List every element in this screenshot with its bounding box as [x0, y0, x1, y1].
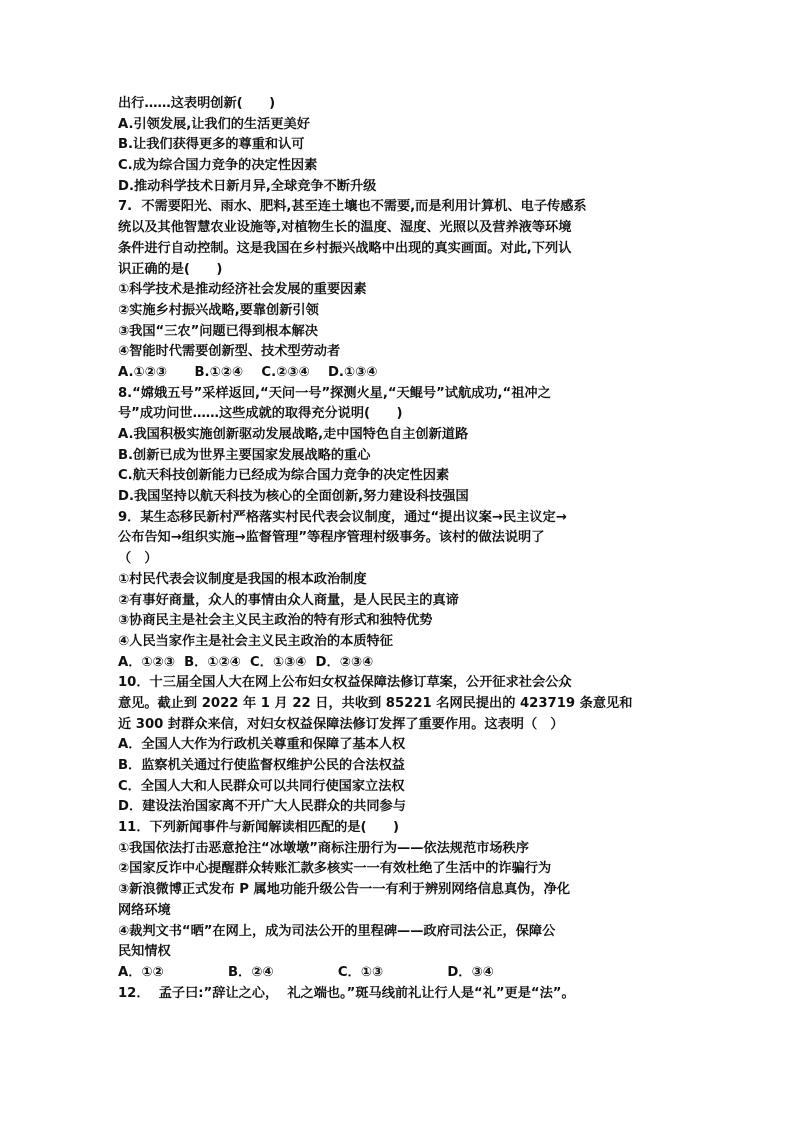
option-d: D.我国坚持以航天科技为核心的全面创新,努力建设科技强国 — [118, 489, 469, 505]
option-a: A.我国积极实施创新驱动发展战略,走中国特色自主创新道路 — [118, 427, 469, 442]
statement-1: ①村民代表会议制度是我国的根本政治制度 — [118, 571, 367, 587]
statement-line: 民知情权 — [118, 944, 171, 960]
question-stem-line: 7. 不需要阳光、雨水、肥料,甚至连土壤也不需要,而是利用计算机、电子传感系 — [118, 199, 587, 215]
question-8 — [118, 384, 682, 508]
question-stem-line: 号”成功问世……这些成就的取得充分说明( ) — [118, 406, 403, 422]
statement-line: ①我国依法打击恶意抢注“冰墩墩”商标注册行为——依法规范市场秩序 — [118, 840, 529, 856]
statement-line: ②国家反诈中心提醒群众转账汇款多核实一一有效杜绝了生活中的诈骗行为 — [118, 861, 552, 877]
statement-line: ③新浪微博正式发布 P 属地功能升级公告一一有利于辨别网络信息真伪，净化 — [118, 882, 571, 898]
question-stem-line: 10．十三届全国人大在网上公布妇女权益保障法修订草案，公开征求社会公众 — [118, 675, 572, 691]
answer-options: A.①②③ B.①②④ C.②③④ D.①③④ — [118, 364, 378, 380]
question-stem-line: 9．某生态移民新村严格落实村民代表会议制度，通过“提出议案→民主议定→ — [118, 509, 567, 525]
statement-2: ②有事好商量，众人的事情由众人商量，是人民民主的真谛 — [118, 592, 459, 608]
statement-3: ③我国“三农”问题已得到根本解决 — [118, 323, 318, 339]
question-stem-line: 条件进行自动控制。这是我国在乡村振兴战略中出现的真实画面。对此,下列认 — [118, 240, 572, 256]
question-stem-line: （ ） — [118, 551, 158, 567]
option-b: B.创新已成为世界主要国家发展战略的重心 — [118, 447, 371, 463]
answer-options: A．①②③ B．①②④ C．①③④ D．②③④ — [118, 654, 374, 670]
question-stem-line: 意见。截止到 2022 年 1 月 22 日，共收到 85221 名网民提出的 423719 条意见和 — [118, 695, 633, 711]
option-c: C.航天科技创新能力已经成为综合国力竞争的决定性因素 — [118, 468, 450, 484]
option-a: A．全国人大作为行政机关尊重和保障了基本人权 — [118, 737, 406, 753]
statement-3: ③协商民主是社会主义民主政治的特有形式和独特优势 — [118, 613, 433, 629]
statement-4: ④人民当家作主是社会主义民主政治的本质特征 — [118, 633, 393, 649]
question-11 — [118, 818, 682, 984]
question-stem-line: 近 300 封群众来信，对妇女权益保障法修订发挥了重要作用。这表明（ ） — [118, 716, 564, 732]
answer-options: A．①② B．②④ C．①③ D．③④ — [118, 964, 494, 980]
statement-line: ④裁判文书“晒”在网上，成为司法公开的里程碑——政府司法公正，保障公 — [118, 923, 556, 939]
option-c: C.成为综合国力竞争的决定性因素 — [118, 158, 318, 174]
option-c: C．全国人大和人民群众可以共同行使国家立法权 — [118, 778, 405, 794]
statement-2: ②实施乡村振兴战略,要靠创新引领 — [118, 302, 319, 318]
question-stem-line: 12． 孟子曰:”辞让之心， 礼之端也。”斑马线前礼让行人是“礼”更是“法”。 — [118, 985, 575, 1001]
option-d: D．建设法治国家离不开广大人民群众的共同参与 — [118, 799, 406, 815]
option-b: B.让我们获得更多的尊重和认可 — [118, 137, 305, 153]
question-stem-line: 统以及其他智慧农业设施等,对植物生长的温度、湿度、光照以及营养液等环境 — [118, 220, 572, 236]
statement-4: ④智能时代需要创新型、技术型劳动者 — [118, 344, 341, 360]
option-b: B．监察机关通过行使监督权维护公民的合法权益 — [118, 758, 405, 773]
exam-page — [118, 94, 682, 1004]
question-7 — [118, 197, 682, 383]
statement-1: ①科学技术是推动经济社会发展的重要因素 — [118, 282, 367, 298]
question-stem-line: 8.“嫦娥五号”采样返回,“天问一号”探测火星,“天鲲号”试航成功,“祖冲之 — [118, 385, 551, 401]
question-stem-line: 公布告知→组织实施→监督管理”等程序管理村级事务。该村的做法说明了 — [118, 530, 545, 546]
question-9 — [118, 508, 682, 674]
question-stem-line: 11．下列新闻事件与新闻解读相匹配的是( ) — [118, 820, 399, 836]
statement-line: 网络环境 — [118, 902, 171, 918]
question-stem-line: 识正确的是( ) — [118, 261, 223, 277]
option-a: A.引领发展,让我们的生活更美好 — [118, 116, 310, 132]
question-12 — [118, 984, 682, 1005]
question-6-tail — [118, 94, 682, 197]
option-d: D.推动科学技术日新月异,全球竞争不断升级 — [118, 178, 377, 194]
question-stem: 出行……这表明创新( ) — [118, 96, 276, 111]
question-10 — [118, 673, 682, 818]
